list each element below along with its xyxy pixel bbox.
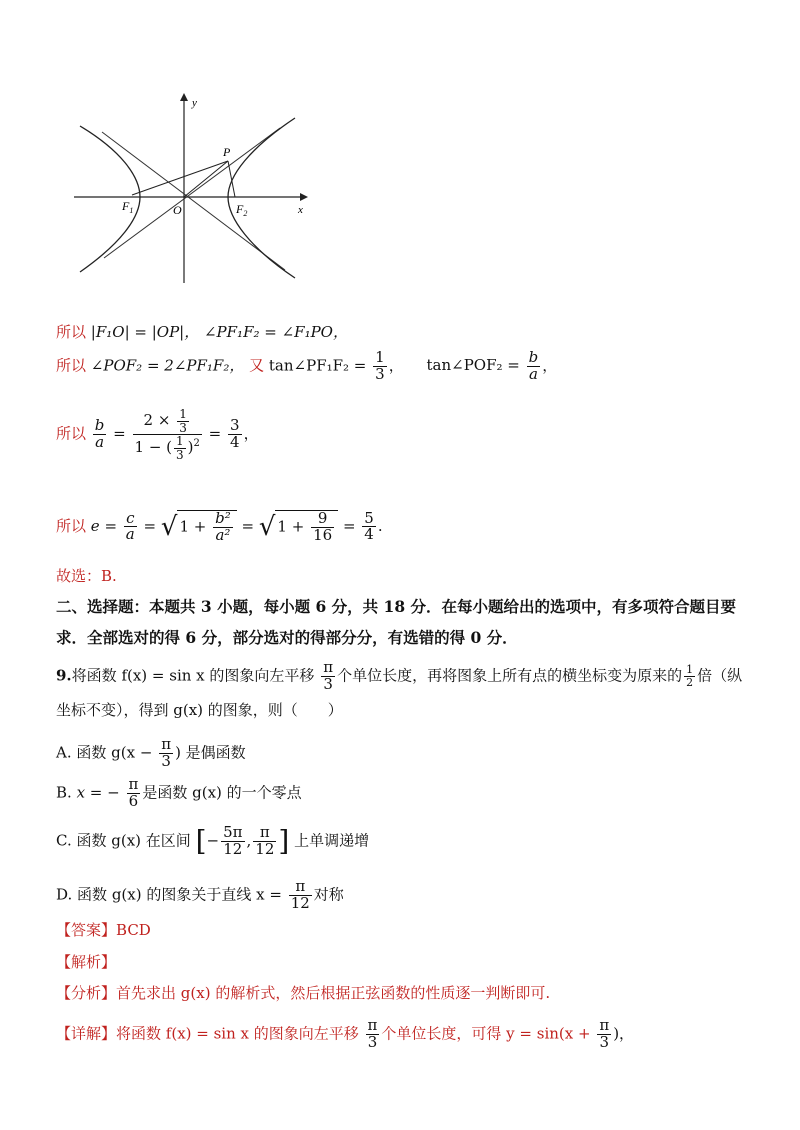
fenxi-tag: 【分析】 bbox=[56, 984, 117, 1002]
solution-prefix: 所以 bbox=[56, 323, 87, 341]
option-label: B. bbox=[56, 783, 72, 802]
solution-also: 又 bbox=[249, 356, 265, 375]
choose-answer: 故选：B. bbox=[56, 567, 117, 585]
fraction: $\frac{1}{3}$ bbox=[375, 348, 385, 383]
fraction: $\frac{5}{4}$ bbox=[364, 508, 374, 544]
focus-f1-label: $F_1$ bbox=[122, 199, 134, 215]
option-label: A. bbox=[56, 743, 72, 762]
y-axis-arrow-icon bbox=[180, 93, 188, 101]
solution-line-2: 所以 ∠POF₂ = 2∠PF₁F₂， 又 tan∠PF₁F₂ = $\frac{1}{3}$ ， tan∠POF₂ = $\frac{b}{a}$ ， bbox=[56, 348, 558, 383]
fraction: $\frac{b}{a}$ bbox=[94, 416, 105, 452]
answer-value: BCD bbox=[116, 921, 151, 939]
fraction: $\frac{b}{a}$ bbox=[528, 348, 539, 383]
solution-line-3: 所以 $\frac{b}{a}$ = 2 × $\frac{1}{3}$ 1 − ( $\frac{1}{3}$ )$^2$ = $\frac{3}{4}$ ， bbox=[56, 407, 259, 462]
axis-x-label: x bbox=[298, 204, 303, 216]
solution-line-1 bbox=[56, 322, 348, 342]
solution-line-4: 所以 e = $\frac{c}{a}$ = √ 1 + $\frac{\text{b²}}{\text{a²}}$ = √ 1 + $\frac{9}{16}$ = $\frac{5}{4}$ . bbox=[56, 508, 383, 544]
answer-line bbox=[56, 920, 151, 940]
option-b: B. x = − $\frac{\pi}{6}$ 是函数 g(x) 的一个零点 bbox=[56, 775, 302, 810]
question-number: 9. bbox=[56, 666, 72, 685]
solution-math: ∠POF₂ = 2∠PF₁F₂， bbox=[90, 356, 245, 375]
segment-o-p bbox=[184, 161, 228, 197]
solution-math: |F₁O| = |OP|， ∠PF₁F₂ = ∠F₁PO， bbox=[90, 323, 348, 341]
question-9-stem: 9.将函数 f(x) = sin x 的图象向左平移 $\frac{\pi}{3}$ 个单位长度，再将图象上所有点的横坐标变为原来的 $\frac{1}{2}$ 倍（纵 bbox=[56, 658, 743, 693]
fraction: $\frac{\pi}{3}$ bbox=[367, 1016, 378, 1051]
origin-label: O bbox=[173, 203, 182, 217]
option-label: C. bbox=[56, 831, 72, 850]
option-d: D. 函数 g(x) 的图象关于直线 x = $\frac{\pi}{12}$ 对称 bbox=[56, 877, 344, 912]
fraction: $\frac{\pi}{3}$ bbox=[323, 658, 334, 693]
option-a: A. 函数 g(x − $\frac{\pi}{3}$ ) 是偶函数 bbox=[56, 735, 246, 770]
xiangjie-tag: 【详解】 bbox=[56, 1024, 117, 1043]
xiangjie-line: 【详解】将函数 f(x) = sin x 的图象向左平移 $\frac{\pi}{3}$ 个单位长度，可得 y = sin(x + $\frac{\pi}{3}$ )， bbox=[56, 1016, 635, 1051]
answer-tag: 【答案】 bbox=[56, 921, 117, 939]
fenxi-text: 首先求出 g(x) 的解析式，然后根据正弦函数的性质逐一判断即可. bbox=[116, 984, 551, 1002]
fenxi-line bbox=[56, 983, 550, 1003]
solution-math: tan∠POF₂ = bbox=[426, 356, 520, 375]
fraction: $\frac{\pi}{12}$ bbox=[255, 823, 275, 858]
fraction: $\frac{\pi}{3}$ bbox=[599, 1016, 610, 1051]
analysis-tag: 【解析】 bbox=[56, 953, 117, 971]
solution-prefix: 所以 bbox=[56, 424, 87, 443]
fraction: $\frac{\pi}{3}$ bbox=[161, 735, 172, 770]
fraction: $\frac{1}{2}$ bbox=[686, 663, 694, 689]
fraction: $\frac{3}{4}$ bbox=[230, 416, 240, 452]
solution-prefix: 所以 bbox=[56, 516, 87, 535]
option-c: C. 函数 g(x) 在区间 [− $\frac{5\pi}{12}$ , $\frac{\pi}{12}$ ] 上单调递增 bbox=[56, 823, 370, 858]
section-heading-line-1: 二、选择题：本题共 3 小题，每小题 6 分，共 18 分．在每小题给出的选项中，有多项符合题目要 bbox=[56, 597, 737, 616]
option-label: D. bbox=[56, 885, 73, 904]
hyperbola-left-branch bbox=[80, 126, 140, 272]
fraction: $\frac{5\pi}{12}$ bbox=[223, 823, 243, 858]
focus-f2-label: $F_2$ bbox=[236, 202, 248, 218]
fraction: $\frac{\pi}{12}$ bbox=[290, 877, 310, 912]
compound-fraction: 2 × $\frac{1}{3}$ 1 − ( $\frac{1}{3}$ )$^2$ bbox=[134, 407, 200, 462]
asymptote-2 bbox=[102, 132, 285, 270]
point-p-label: P bbox=[223, 145, 231, 159]
solution-math: tan∠PF₁F₂ = bbox=[268, 356, 367, 375]
solution-prefix: 所以 bbox=[56, 356, 87, 375]
fraction: $\frac{\pi}{6}$ bbox=[128, 775, 139, 810]
asymptote-1 bbox=[104, 128, 280, 258]
x-axis-arrow-icon bbox=[300, 193, 308, 201]
hyperbola-figure bbox=[60, 88, 320, 288]
axis-y-label: y bbox=[192, 97, 197, 109]
section-heading-line-2: 求．全部选对的得 6 分，部分选对的得部分分，有选错的得 0 分． bbox=[56, 628, 518, 647]
question-9-stem-line-2: 坐标不变），得到 g(x) 的图象，则（ ） bbox=[56, 701, 343, 719]
fraction: $\frac{c}{a}$ bbox=[125, 508, 135, 544]
